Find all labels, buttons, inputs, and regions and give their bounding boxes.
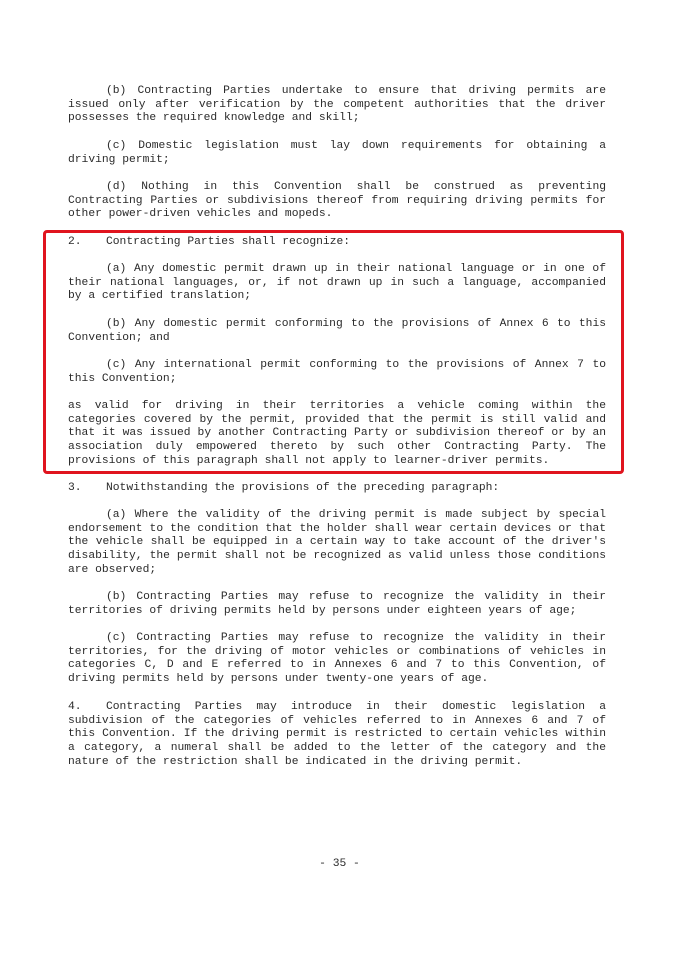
paragraph-1c: (c) Domestic legislation must lay down requirements for obtaining a driving permit; bbox=[68, 140, 606, 166]
paragraph-3-intro bbox=[68, 482, 606, 496]
paragraph-4-text: Contracting Parties may introduce in their domestic legislation a subdivision of the categories of vehicles referred to in Annexes 6 and 7 of this Convention. If the driving permit is restricted to certain vehicles within a category, a numeral shall be added to the letter of the category and the nature of the restriction shall be indicated in the driving permit. bbox=[68, 701, 606, 768]
paragraph-1b: (b) Contracting Parties undertake to ensure that driving permits are issued only after verification by the competent authorities that the driver possesses the required knowledge and skill; bbox=[68, 85, 606, 125]
paragraph-2-number: 2. bbox=[68, 236, 82, 248]
paragraph-2-intro-text: Contracting Parties shall recognize: bbox=[106, 236, 351, 248]
paragraph-3-number: 3. bbox=[68, 482, 82, 494]
paragraph-3a: (a) Where the validity of the driving permit is made subject by special endorsement to the condition that the holder shall wear certain devices or that the vehicle shall be equipped in a certain way to take account of the driver's disability, the permit shall not be recognized as valid unless those conditions are observed; bbox=[68, 509, 606, 576]
paragraph-2-intro bbox=[68, 236, 606, 250]
paragraph-2a: (a) Any domestic permit drawn up in their national language or in one of their national languages, or, if not drawn up in such a language, accompanied by a certified translation; bbox=[68, 263, 606, 303]
paragraph-2c: (c) Any international permit conforming to the provisions of Annex 7 to this Convention; bbox=[68, 359, 606, 385]
paragraph-3c: (c) Contracting Parties may refuse to recognize the validity in their territories, for the driving of motor vehicles or combinations of vehicles in categories C, D and E referred to in Annexes 6 and 7 to this Convention, of driving permits held by persons under twenty-one years of age. bbox=[68, 632, 606, 686]
paragraph-3-intro-text: Notwithstanding the provisions of the preceding paragraph: bbox=[106, 482, 500, 494]
paragraph-1d: (d) Nothing in this Convention shall be construed as preventing Contracting Parties or subdivisions thereof from requiring driving permits for other power-driven vehicles and mopeds. bbox=[68, 181, 606, 221]
paragraph-2b: (b) Any domestic permit conforming to the provisions of Annex 6 to this Convention; and bbox=[68, 318, 606, 344]
paragraph-3b: (b) Contracting Parties may refuse to recognize the validity in their territories of driving permits held by persons under eighteen years of age; bbox=[68, 591, 606, 617]
page-number: - 35 - bbox=[319, 858, 360, 870]
paragraph-4 bbox=[68, 701, 606, 770]
paragraph-4-number: 4. bbox=[68, 701, 82, 713]
paragraph-2-closing: as valid for driving in their territories a vehicle coming within the categories covered by the permit, provided that the permit is still valid and that it was issued by another Contracting Party or subdivision thereof or by an association duly empowered thereto by such other Contracting Party. The provisions of this paragraph shall not apply to learner-driver permits. bbox=[68, 400, 606, 467]
